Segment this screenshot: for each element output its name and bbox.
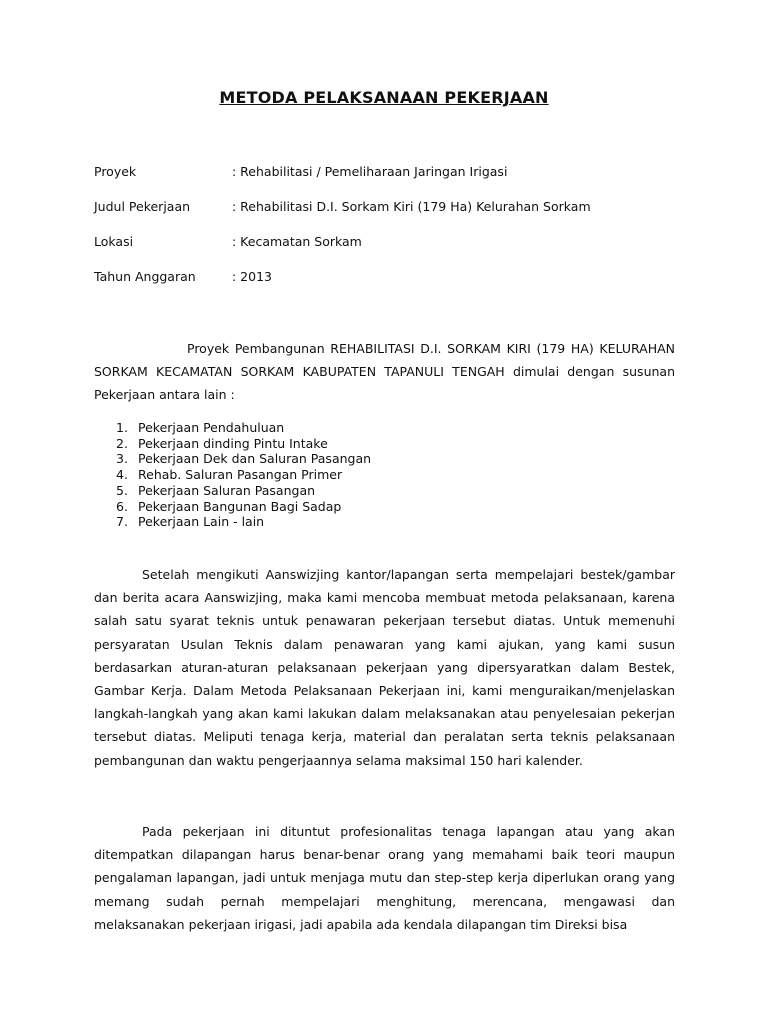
- paragraph-3-text: Pada pekerjaan ini dituntut profesionalitas tenaga lapangan atau yang akan ditempatkan dilapangan harus benar-benar orang yang memahami baik teori maupun pengalaman lapangan, jadi untuk menjaga mutu dan step-step kerja diperlukan orang yang memang sudah pernah mempelajari menghitung, merencana, mengawasi dan melaksanakan pekerjaan irigasi, jadi apabila ada kendala dilapangan tim Direksi bisa: [94, 824, 675, 932]
- meta-label: Proyek: [94, 164, 137, 179]
- list-item: [116, 420, 371, 436]
- intro-paragraph-text: Proyek Pembangunan REHABILITASI D.I. SORKAM KIRI (179 HA) KELURAHAN SORKAM KECAMATAN SORKAM KABUPATEN TAPANULI TENGAH dimulai dengan susunan Pekerjaan antara lain :: [94, 341, 675, 403]
- meta-row-lokasi: [94, 234, 362, 249]
- meta-row-judul-pekerjaan: [94, 199, 591, 214]
- work-items-list: [116, 420, 371, 530]
- list-item-number: 5.: [116, 482, 128, 498]
- list-item-number: 3.: [116, 451, 128, 467]
- list-item-text: Pekerjaan Bangunan Bagi Sadap: [138, 498, 342, 514]
- list-item-text: Rehab. Saluran Pasangan Primer: [138, 467, 343, 483]
- list-item: [116, 467, 371, 483]
- list-item-number: 2.: [116, 435, 128, 451]
- list-item-number: 4.: [116, 467, 128, 483]
- meta-value: : Rehabilitasi D.I. Sorkam Kiri (179 Ha) Kelurahan Sorkam: [232, 199, 591, 214]
- list-item: [116, 514, 371, 530]
- list-item: [116, 436, 371, 452]
- meta-label: Lokasi: [94, 234, 134, 249]
- list-item-text: Pekerjaan Dek dan Saluran Pasangan: [138, 451, 372, 467]
- list-item-text: Pekerjaan dinding Pintu Intake: [138, 435, 328, 451]
- meta-label: Judul Pekerjaan: [94, 199, 191, 214]
- list-item: [116, 483, 371, 499]
- paragraph-3: [94, 820, 675, 936]
- list-item: [116, 451, 371, 467]
- meta-value: : Rehabilitasi / Pemeliharaan Jaringan Irigasi: [232, 164, 508, 179]
- list-item-text: Pekerjaan Pendahuluan: [138, 420, 285, 435]
- list-item-number: 6.: [116, 498, 128, 514]
- meta-label: Tahun Anggaran: [94, 269, 196, 284]
- intro-paragraph: [94, 337, 675, 407]
- paragraph-2: [94, 563, 675, 772]
- meta-value: : Kecamatan Sorkam: [232, 234, 362, 249]
- list-item-text: Pekerjaan Saluran Pasangan: [138, 482, 316, 498]
- meta-row-proyek: [94, 164, 507, 179]
- meta-row-tahun-anggaran: [94, 269, 272, 284]
- list-item: [116, 499, 371, 515]
- paragraph-2-text: Setelah mengikuti Aanswizjing kantor/lapangan serta mempelajari bestek/gambar dan berita acara Aanswizjing, maka kami mencoba membuat metoda pelaksanaan, karena salah satu syarat teknis untuk penawaran pekerjaan tersebut diatas. Untuk memenuhi persyaratan Usulan Teknis dalam penawaran yang kami ajukan, yang kami susun berdasarkan aturan-aturan pelaksanaan pekerjaan yang dipersyaratkan dalam Bestek, Gambar Kerja. Dalam Metoda Pelaksanaan Pekerjaan ini, kami menguraikan/menjelaskan langkah-langkah yang akan kami lakukan dalam melaksanakan atau penyelesaian pekerjan tersebut diatas. Meliputi tenaga kerja, material dan peralatan serta teknis pelaksanaan pembangunan dan waktu pengerjaannya selama maksimal 150 hari kalender.: [94, 567, 675, 768]
- document-title: METODA PELAKSANAAN PEKERJAAN: [219, 88, 549, 107]
- meta-value: : 2013: [232, 269, 272, 284]
- list-item-number: 1.: [116, 420, 128, 435]
- list-item-text: Pekerjaan Lain - lain: [138, 514, 265, 530]
- list-item-number: 7.: [116, 514, 128, 530]
